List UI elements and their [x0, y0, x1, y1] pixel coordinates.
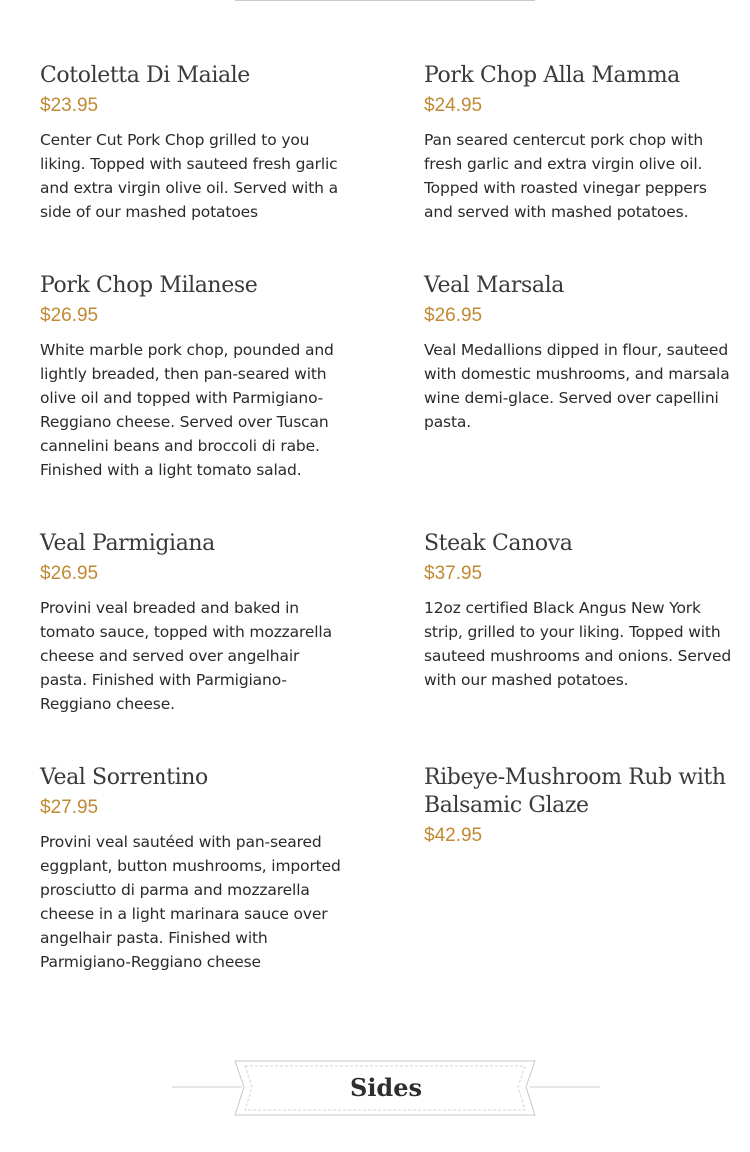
- menu-item-name: Veal Marsala: [424, 273, 564, 298]
- menu-item: [424, 62, 734, 224]
- menu-item-name: Cotoletta Di Maiale: [40, 63, 250, 88]
- menu-item-description: Center Cut Pork Chop grilled to you liking. Topped with sauteed fresh garlic and extra virgin olive oil. Served with a side of our mashed potatoes: [40, 131, 338, 221]
- menu-item-price: $23.95: [40, 95, 99, 116]
- menu-item: [424, 764, 734, 858]
- menu-item-price: $26.95: [40, 305, 99, 326]
- menu-item-price: $24.95: [424, 95, 483, 116]
- menu-item-name: Pork Chop Milanese: [40, 273, 258, 298]
- menu-item-description: Provini veal breaded and baked in tomato sauce, topped with mozzarella cheese and served over angelhair pasta. Finished with Parmigiano-Reggiano cheese.: [40, 599, 332, 713]
- menu-item: [40, 62, 350, 224]
- menu-item-description: White marble pork chop, pounded and lightly breaded, then pan-seared with olive oil and topped with Parmigiano-Reggiano cheese. Served over Tuscan cannelini beans and broccoli di rabe. Finished with a light tomato salad.: [40, 341, 334, 479]
- menu-item: [40, 530, 350, 716]
- menu-item-price: $42.95: [424, 825, 483, 846]
- menu-item-name: Pork Chop Alla Mamma: [424, 63, 680, 88]
- menu-item-price: $37.95: [424, 563, 483, 584]
- section-banner: [172, 1060, 600, 1118]
- menu-item-name: Veal Sorrentino: [40, 765, 208, 790]
- menu-item-price: $26.95: [40, 563, 99, 584]
- menu-item: [40, 764, 350, 974]
- menu-item: [424, 272, 734, 434]
- menu-item-name: Ribeye-Mushroom Rub with Balsamic Glaze: [424, 765, 726, 818]
- menu-item-description: 12oz certified Black Angus New York strip, grilled to your liking. Topped with sauteed mushrooms and onions. Served with our mashed potatoes.: [424, 599, 732, 689]
- menu-item-description: Pan seared centercut pork chop with fresh garlic and extra virgin olive oil. Topped with roasted vinegar peppers and served with mashed potatoes.: [424, 131, 707, 221]
- menu-item-name: Veal Parmigiana: [40, 531, 215, 556]
- menu-item-description: Veal Medallions dipped in flour, sauteed with domestic mushrooms, and marsala wine demi-glace. Served over capellini pasta.: [424, 341, 730, 431]
- menu-item: [424, 530, 734, 692]
- section-title: Sides: [349, 1073, 422, 1102]
- menu-item-price: $26.95: [424, 305, 483, 326]
- menu-item-price: $27.95: [40, 797, 99, 818]
- top-divider: [235, 0, 535, 1]
- menu-item-description: Provini veal sautéed with pan-seared eggplant, button mushrooms, imported prosciutto di parma and mozzarella cheese in a light marinara sauce over angelhair pasta. Finished with Parmigiano-Reggiano cheese: [40, 833, 341, 971]
- menu-item-name: Steak Canova: [424, 531, 573, 556]
- menu-item: [40, 272, 350, 482]
